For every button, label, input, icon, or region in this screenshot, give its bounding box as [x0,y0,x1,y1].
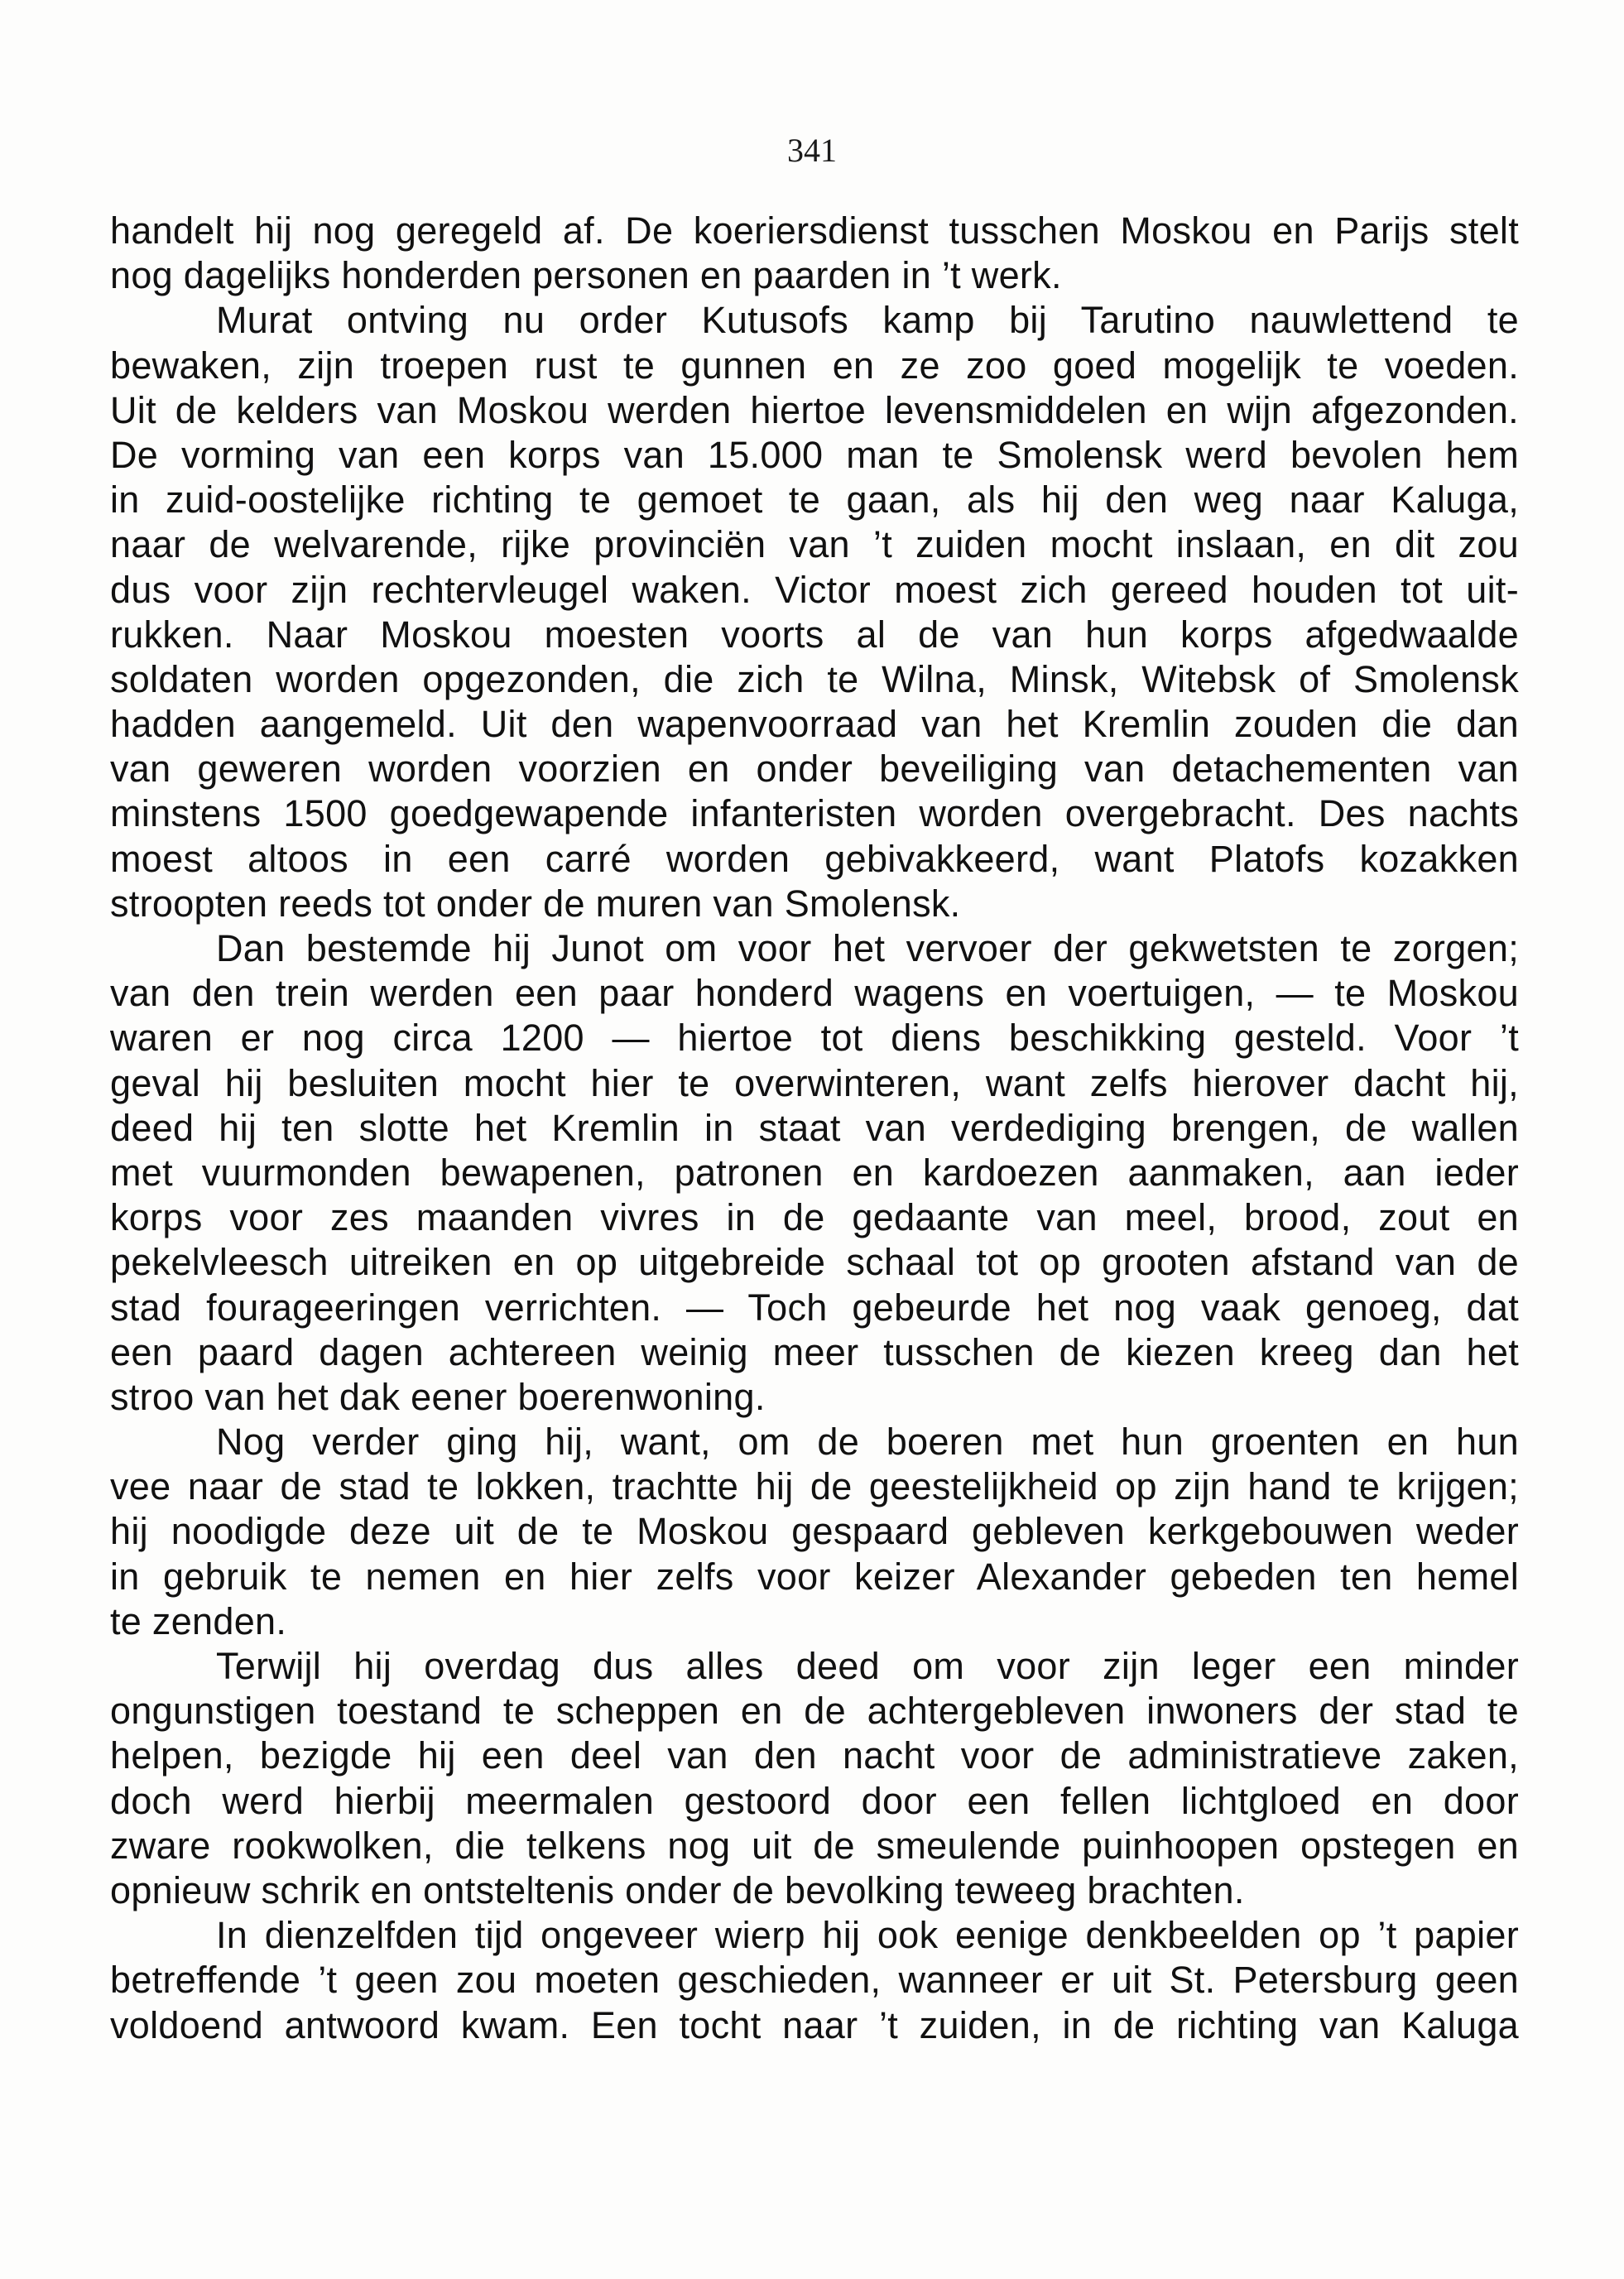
text-line: van den trein werden een paar honderd wagens en voertuigen, — te Moskou [110,972,1519,1015]
text-line: betreffende ’t geen zou moeten geschieden, wanneer er uit St. Petersburg geen [110,1959,1519,2002]
text-line: Uit de kelders van Moskou werden hiertoe levensmiddelen en wijn afgezonden. [110,388,1519,431]
text-line: waren er nog circa 1200 — hiertoe tot diens beschikking gesteld. Voor ’t [110,1017,1519,1060]
text-line: opnieuw schrik en ontsteltenis onder de bevolking teweeg brachten. [110,1868,1245,1911]
text-line: De vorming van een korps van 15.000 man te Smolensk werd bevolen hem [110,433,1519,476]
text-line: korps voor zes maanden vivres in de gedaante van meel, brood, zout en [110,1196,1519,1239]
text-line: Murat ontving nu order Kutusofs kamp bij Tarutino nauwlettend te [216,299,1519,342]
text-line: deed hij ten slotte het Kremlin in staat van verdediging brengen, de wallen [110,1106,1519,1149]
text-line: een paard dagen achtereen weinig meer tusschen de kiezen kreeg dan het [110,1330,1519,1373]
text-line: naar de welvarende, rijke provinciën van ’t zuiden mocht inslaan, en dit zou [110,523,1519,566]
text-line: met vuurmonden bewapenen, patronen en kardoezen aanmaken, aan ieder [110,1151,1519,1194]
text-line: pekelvleesch uitreiken en op uitgebreide schaal tot op grooten afstand van de [110,1241,1519,1284]
text-line: doch werd hierbij meermalen gestoord door een fellen lichtgloed en door [110,1779,1519,1822]
text-line: Terwijl hij overdag dus alles deed om voor zijn leger een minder [216,1645,1519,1687]
text-line: soldaten worden opgezonden, die zich te Wilna, Minsk, Witebsk of Smolensk [110,657,1519,700]
text-line: voldoend antwoord kwam. Een tocht naar ’t zuiden, in de richting van Kaluga [110,2003,1519,2046]
text-line: vee naar de stad te lokken, trachtte hij de geestelijkheid op zijn hand te krijgen; [110,1465,1519,1508]
text-line: dus voor zijn rechtervleugel waken. Victor moest zich gereed houden tot uit- [110,568,1519,611]
text-line: moest altoos in een carré worden gebivakkeerd, want Platofs kozakken [110,837,1519,880]
text-line: van geweren worden voorzien en onder beveiliging van detachementen van [110,748,1519,791]
text-line: stad fourageeringen verrichten. — Toch gebeurde het nog vaak genoeg, dat [110,1286,1519,1329]
text-line: in zuid-oostelijke richting te gemoet te gaan, als hij den weg naar Kaluga, [110,478,1519,522]
text-line: minstens 1500 goedgewapende infanteristen worden overgebracht. Des nachts [110,792,1519,835]
text-line: hij noodigde deze uit de te Moskou gespaard gebleven kerkgebouwen weder [110,1510,1519,1553]
text-line: In dienzelfden tijd ongeveer wierp hij ook eenige denkbeelden op ’t papier [216,1914,1519,1957]
text-line: helpen, bezigde hij een deel van den nacht voor de administratieve zaken, [110,1734,1519,1777]
text-line: Dan bestemde hij Junot om voor het vervoer der gekwetsten te zorgen; [216,927,1519,969]
text-line: stroo van het dak eener boerenwoning. [110,1375,766,1418]
text-line: te zenden. [110,1599,287,1642]
text-line: Nog verder ging hij, want, om de boeren met hun groenten en hun [216,1421,1519,1464]
text-line: ongunstigen toestand te scheppen en de achtergebleven inwoners der stad te [110,1690,1519,1733]
text-line: nog dagelijks honderden personen en paarden in ’t werk. [110,254,1062,297]
text-line: bewaken, zijn troepen rust te gunnen en ze zoo goed mogelijk te voeden. [110,344,1519,387]
text-line: handelt hij nog geregeld af. De koeriersdienst tusschen Moskou en Parijs stelt [110,209,1519,252]
text-line: rukken. Naar Moskou moesten voorts al de van hun korps afgedwaalde [110,613,1519,656]
text-line: geval hij besluiten mocht hier te overwinteren, want zelfs hierover dacht hij, [110,1061,1519,1104]
text-line: zware rookwolken, die telkens nog uit de smeulende puinhoopen opstegen en [110,1824,1519,1867]
text-line: stroopten reeds tot onder de muren van Smolensk. [110,882,961,925]
text-line: in gebruik te nemen en hier zelfs voor keizer Alexander gebeden ten hemel [110,1555,1519,1598]
page-number: 341 [787,132,837,169]
text-line: hadden aangemeld. Uit den wapenvoorraad van het Kremlin zouden die dan [110,703,1519,746]
body-text [110,209,1519,2048]
